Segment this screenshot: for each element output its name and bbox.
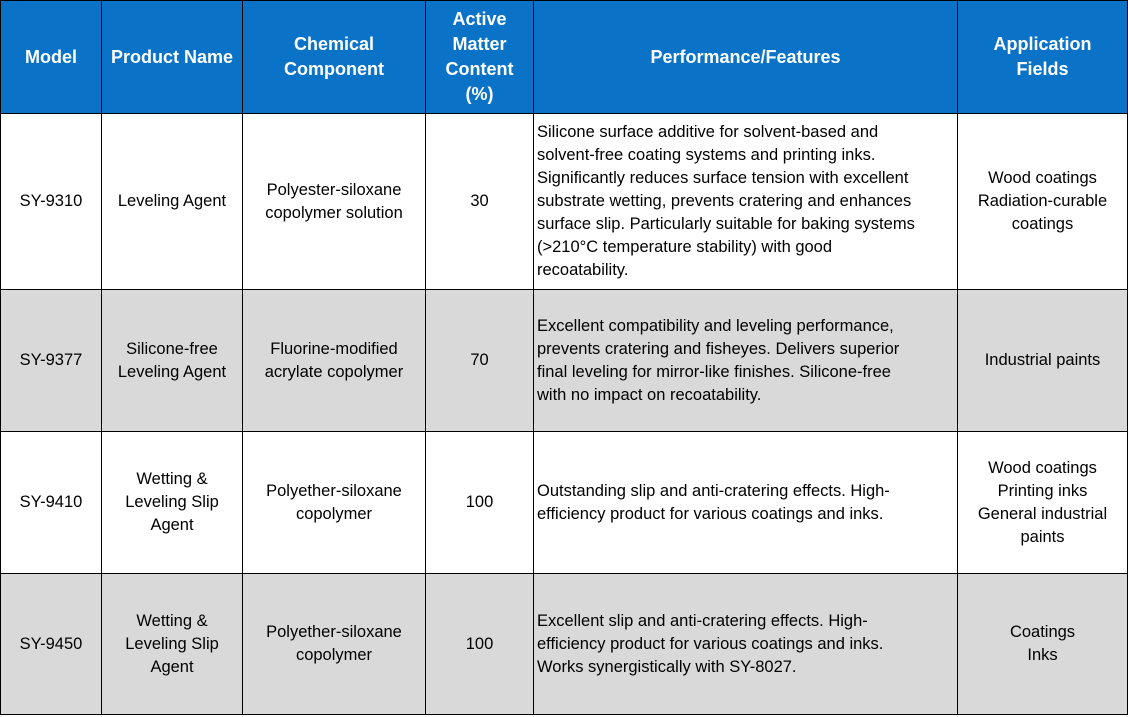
component-line: Polyether-siloxane [266,481,402,500]
table-header [1,1,1128,114]
product-name-line: Silicone-free [126,339,218,358]
feature-line: Significantly reduces surface tension with excellent [537,169,909,187]
feature-line: Excellent compatibility and leveling performance, [537,316,894,335]
product-name-cell [102,432,243,574]
model-cell: SY-9310 [1,114,102,290]
product-name-line: Wetting & [136,611,208,630]
header-row [1,1,1128,114]
header-active-matter-line: Active [452,9,507,29]
header-active-matter-content [426,1,534,114]
product-name-cell [102,290,243,432]
feature-line: substrate wetting, prevents cratering and enhances [537,192,912,210]
performance-cell [534,114,958,290]
application-cell [958,574,1128,715]
header-active-matter-line: Matter [452,34,507,54]
chemical-component-cell [243,290,426,432]
feature-line: with no impact on recoatability. [537,385,762,404]
header-chemical-component-line: Chemical [293,34,375,54]
application-line: coatings [1011,215,1074,233]
active-content-cell: 100 [426,574,534,715]
application-line: paints [1020,527,1065,546]
feature-line: efficiency product for various coatings and inks. [537,634,884,653]
product-name-line: Agent [150,657,194,676]
component-line: acrylate copolymer [264,362,404,381]
feature-line: Works synergistically with SY-8027. [537,657,797,676]
table-row [1,432,1128,574]
product-name-line: Leveling Slip [125,493,219,511]
component-line: Fluorine-modified [270,339,398,358]
header-chemical-component-line: Component [284,59,384,79]
component-line: Polyether-siloxane [266,623,402,641]
product-name-line: Leveling Slip [125,634,219,653]
header-application-line: Fields [1016,59,1069,79]
feature-line: Silicone surface additive for solvent-based and [537,123,879,141]
header-active-matter-line: Content [445,59,514,79]
table-row [1,574,1128,715]
feature-line: prevents cratering and fisheyes. Delivers superior [537,339,900,358]
component-line: copolymer solution [265,203,403,222]
application-cell [958,290,1128,432]
application-line: General industrial [977,504,1108,523]
application-line: Printing inks [997,481,1088,500]
component-line: Polyester-siloxane [266,180,402,199]
active-content-cell: 30 [426,114,534,290]
feature-line: surface slip. Particularly suitable for baking systems [537,215,915,233]
component-line: copolymer [295,646,373,664]
application-line: Wood coatings [988,169,1097,187]
table-body [1,114,1128,715]
product-name-cell [102,574,243,715]
chemical-component-cell [243,114,426,290]
product-name-line: Wetting & [136,470,208,488]
chemical-component-cell [243,432,426,574]
product-name-line: Agent [150,516,194,534]
table-row [1,114,1128,290]
performance-cell [534,432,958,574]
application-cell [958,114,1128,290]
application-line: Industrial paints [984,351,1101,369]
model-cell: SY-9450 [1,574,102,715]
application-line: Coatings [1009,623,1076,641]
feature-line: solvent-free coating systems and printing inks. [537,146,876,164]
feature-line: efficiency product for various coatings and inks. [537,504,884,523]
header-product-name: Product Name [102,1,243,114]
product-name-line: Leveling Agent [117,362,227,381]
application-line: Radiation-curable [977,192,1108,210]
header-active-matter-line: (%) [465,84,494,104]
application-cell [958,432,1128,574]
performance-cell [534,574,958,715]
feature-line: Outstanding slip and anti-cratering effects. High- [537,481,890,500]
component-line: copolymer [295,504,373,523]
application-line: Inks [1027,646,1058,664]
chemical-component-cell [243,574,426,715]
header-application-line: Application [993,34,1092,54]
model-cell: SY-9410 [1,432,102,574]
active-content-cell: 70 [426,290,534,432]
header-chemical-component [243,1,426,114]
header-application-fields [958,1,1128,114]
header-performance-features: Performance/Features [534,1,958,114]
performance-cell [534,290,958,432]
active-content-cell: 100 [426,432,534,574]
application-line: Wood coatings [988,458,1097,477]
feature-line: recoatability. [537,261,629,279]
product-name-line: Leveling Agent [117,192,227,210]
feature-line: (>210°C temperature stability) with good [537,238,833,256]
feature-line: Excellent slip and anti-cratering effects. High- [537,611,868,630]
model-cell: SY-9377 [1,290,102,432]
table-row [1,290,1128,432]
header-model: Model [1,1,102,114]
product-name-cell [102,114,243,290]
feature-line: final leveling for mirror-like finishes. Silicone-free [537,362,891,381]
